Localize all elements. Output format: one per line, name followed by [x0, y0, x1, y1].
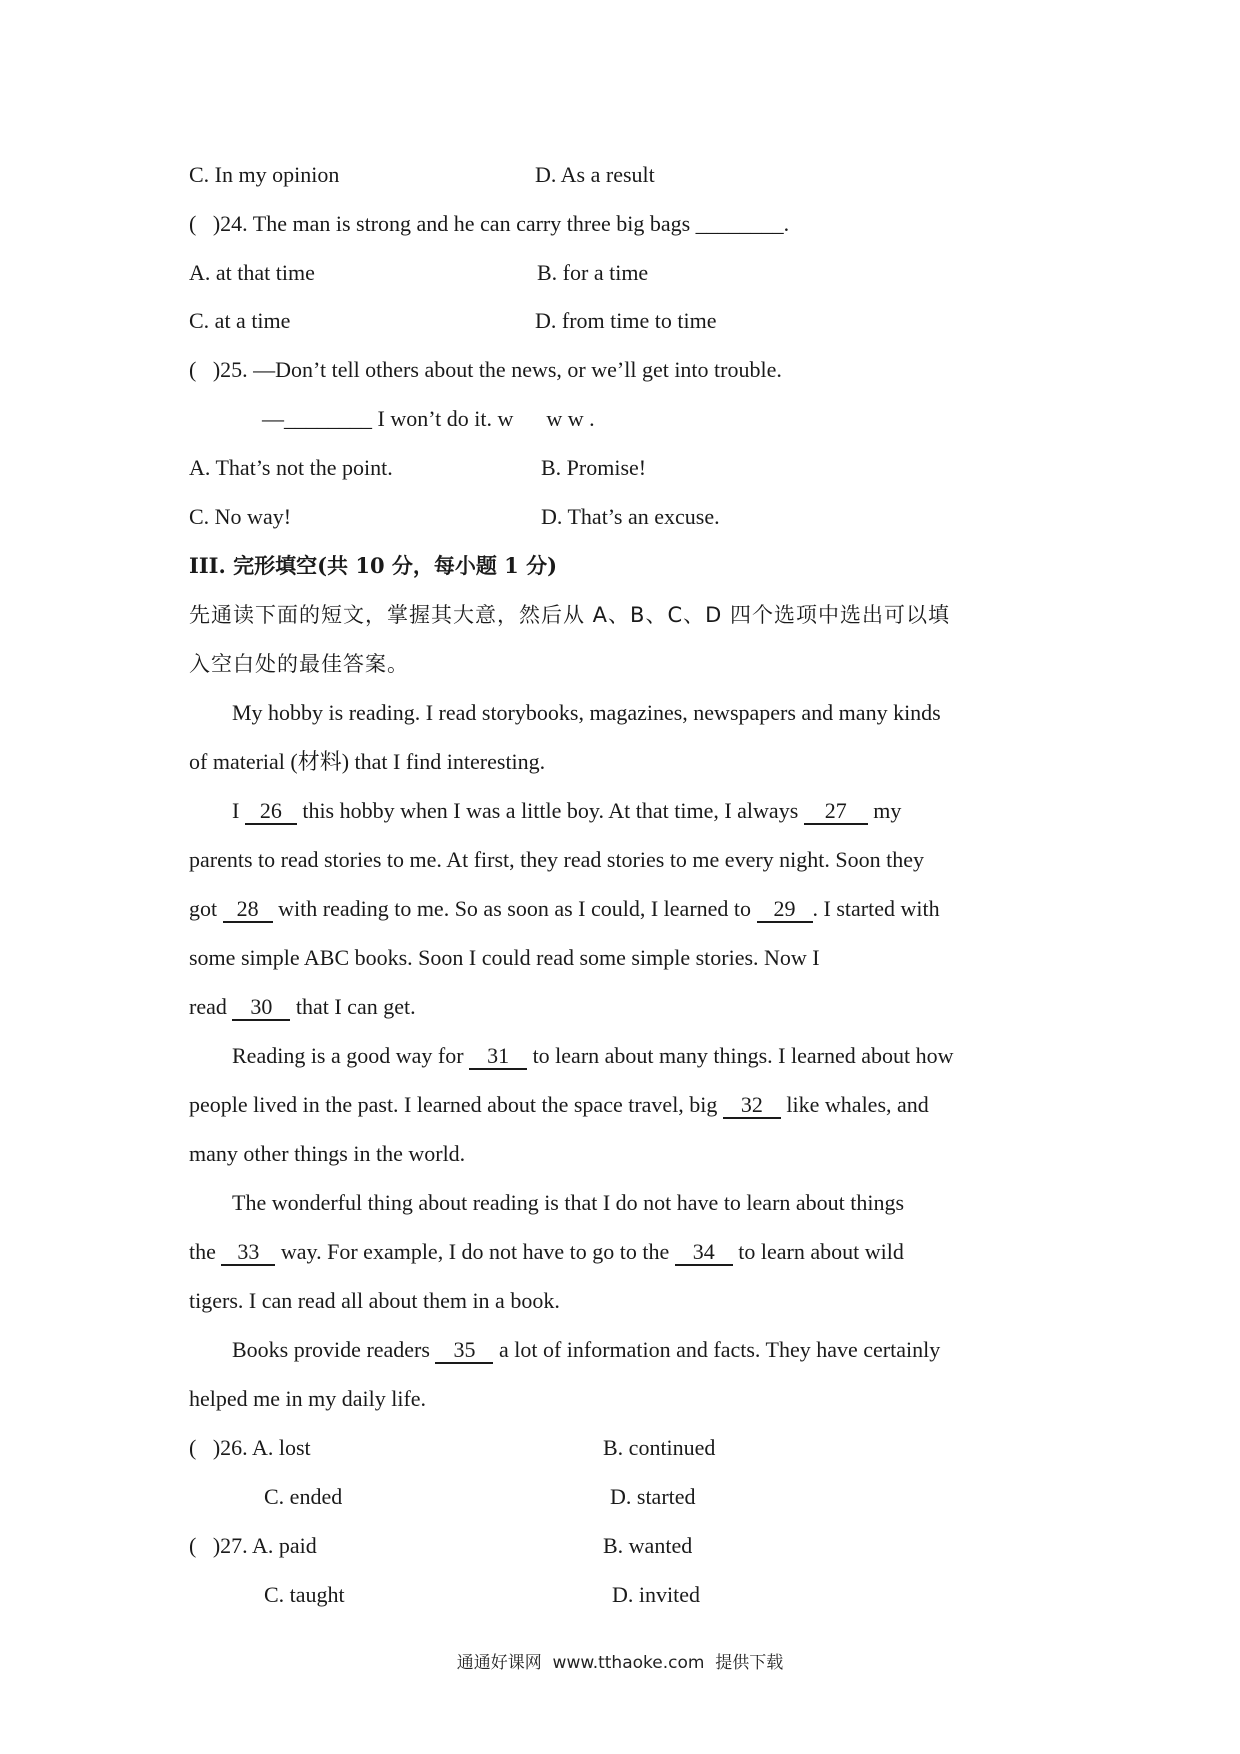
q24-option-b: B. for a time — [537, 260, 649, 285]
q26-option-b: B. continued — [603, 1435, 716, 1460]
q25-stem: ( )25. —Don’t tell others about the news, or we’ll get into trouble. — [189, 357, 782, 382]
q25-option-a: A. That’s not the point. — [189, 455, 393, 480]
q27-option-d: D. invited — [612, 1582, 700, 1607]
q26-stem: ( )26. A. lost — [189, 1435, 311, 1460]
blank-34: 34 — [675, 1240, 733, 1266]
blank-35: 35 — [435, 1338, 493, 1364]
passage-p4-line3: tigers. I can read all about them in a book. — [189, 1288, 560, 1313]
text-segment: this hobby when I was a little boy. At that time, I always — [296, 798, 804, 823]
text-segment: with reading to me. So as soon as I could, I learned to — [272, 896, 757, 921]
q25-option-d: D. That’s an excuse. — [541, 504, 720, 529]
blank-29: 29 — [757, 897, 813, 923]
passage-p1-line2: of material (材料) that I find interesting. — [189, 749, 546, 774]
passage-p2-line5 — [189, 992, 416, 1022]
text-segment: to learn about wild — [732, 1239, 904, 1264]
passage-p4-line2 — [189, 1237, 904, 1267]
passage-p5-line1 — [232, 1335, 940, 1365]
text-segment: people lived in the past. I learned about the space travel, big — [189, 1092, 723, 1117]
q23-option-d: D. As a result — [535, 162, 655, 187]
passage-p2-line3 — [189, 894, 940, 924]
q27-option-c: C. taught — [264, 1582, 345, 1607]
section-instruction-line1: 先通读下面的短文，掌握其大意，然后从 A、B、C、D 四个选项中选出可以填 — [189, 603, 950, 627]
text-segment: . I started with — [812, 896, 940, 921]
text-segment: my — [867, 798, 902, 823]
blank-28: 28 — [223, 897, 273, 923]
text-segment: a lot of information and facts. They have certainly — [493, 1337, 941, 1362]
passage-p3-line1 — [232, 1041, 954, 1071]
q25-reply: —________ I won’t do it. w w w . — [262, 406, 595, 431]
section-instruction-line2: 入空白处的最佳答案。 — [189, 652, 409, 676]
q24-option-d: D. from time to time — [535, 308, 717, 333]
passage-p4-line1: The wonderful thing about reading is that I do not have to learn about things — [232, 1190, 905, 1215]
blank-26: 26 — [245, 799, 297, 825]
text-segment: I — [232, 798, 245, 823]
q26-option-d: D. started — [610, 1484, 696, 1509]
q25-option-c: C. No way! — [189, 504, 292, 529]
q27-option-b: B. wanted — [603, 1533, 693, 1558]
blank-33: 33 — [221, 1240, 275, 1266]
passage-p1-line1: My hobby is reading. I read storybooks, magazines, newspapers and many kinds — [232, 700, 941, 725]
passage-p2-line4: some simple ABC books. Soon I could read some simple stories. Now I — [189, 945, 820, 970]
text-segment: Reading is a good way for — [232, 1043, 470, 1068]
text-segment: read — [189, 994, 233, 1019]
blank-31: 31 — [469, 1044, 527, 1070]
text-segment: to learn about many things. I learned about how — [527, 1043, 954, 1068]
q23-option-c: C. In my opinion — [189, 162, 340, 187]
passage-p5-line2: helped me in my daily life. — [189, 1386, 427, 1411]
page-footer: 通通好课网 www.tthaoke.com 提供下载 — [456, 1653, 784, 1673]
q24-stem: ( )24. The man is strong and he can carry three big bags ________. — [189, 211, 790, 236]
passage-p2-line2: parents to read stories to me. At first, they read stories to me every night. Soon they — [189, 847, 925, 872]
q25-option-b: B. Promise! — [541, 455, 647, 480]
text-segment: like whales, and — [780, 1092, 929, 1117]
q27-stem: ( )27. A. paid — [189, 1533, 317, 1558]
text-segment: that I can get. — [290, 994, 416, 1019]
text-segment: way. For example, I do not have to go to the — [275, 1239, 675, 1264]
q24-option-a: A. at that time — [189, 260, 315, 285]
blank-32: 32 — [723, 1093, 781, 1119]
blank-27: 27 — [804, 799, 868, 825]
passage-p2-line1 — [232, 796, 901, 826]
q24-option-c: C. at a time — [189, 308, 291, 333]
text-segment: got — [189, 896, 223, 921]
text-segment: Books provide readers — [232, 1337, 436, 1362]
passage-p3-line2 — [189, 1090, 929, 1120]
text-segment: the — [189, 1239, 222, 1264]
q26-option-c: C. ended — [264, 1484, 343, 1509]
blank-30: 30 — [232, 995, 290, 1021]
passage-p3-line3: many other things in the world. — [189, 1141, 466, 1166]
section-heading: III. 完形填空(共 10 分，每小题 1 分) — [189, 553, 558, 578]
